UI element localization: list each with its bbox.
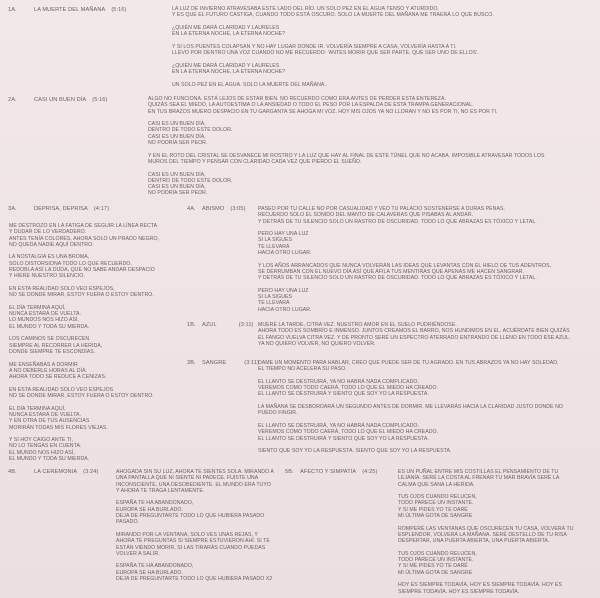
lyrics-block (172, 6, 592, 88)
lyric-paragraph: Y LOS AÑOS ARRANCADOS QUE NUNCA VOLVERÁN LAS IDEAS QUE LEVANTAS CON EL HIELO DE TUS ADENTROS, SE DERRUMBAN CON EL NUEVO DÍA ASÍ QUE AFILA TUS MENTIRAS QUE APENAS ME HACEN SANGRAR. Y DETRÁS DE TU SILENCIO SOLO UN RASTRO DE OSCURIDAD. TODO LO QUE ABRAZAS ES TÓXICO Y LETAL. (258, 262, 552, 282)
track-number: 5B. (285, 469, 294, 475)
track-title (285, 469, 377, 476)
lyric-paragraph: HOY ES SIEMPRE TODAVÍA, HOY ES SIEMPRE TODAVÍA. HOY ES SIEMPRE TODAVÍA. HOY ES SIEMPRE TODAVÍA. (398, 582, 562, 595)
lyrics-block (398, 469, 594, 595)
lyric-paragraph: ALGO NO FUNCIONA. ESTÁ LEJOS DE ESTAR BIEN. NO RECUERDO COMO ERA ANTES DE PERDER ESTA ENTEREZA. QUIZÁS SEA EL MIEDO, LA AUTOESTIMA O LA ANSIEDAD O TODO EL PESO POR LA ESPALDA DE ESTA TRAMPA GENERACIONAL. EN TUS BRAZOS MUERO DESPACIO EN TU GARGANTA SE AHOGA MI VOZ. HOY MIS OJOS YA NO LLORAN Y NO ES POR TI, NO ES POR TI. (148, 96, 498, 115)
lyric-paragraph: PERO HAY UNA LUZ SI LA SIGUES TE LLEVARÁ HACIA OTRO LUGAR. (258, 287, 312, 313)
lyric-paragraph: Y SI LOS PUENTES COLAPSAN Y NO HAY LUGAR DONDE IR. VOLVERÍA SIEMPRE A CASA, VOLVERÍA HASTA A TI. LLEVO POR DENTRO UNA VOZ CUANDO NO ME RECUERDO: 'ANTES MORIR QUE SER PARTE, QUE SER UNO DE ELLOS'. (172, 43, 479, 57)
track-name: AFECTO Y SIMPATÍA (300, 469, 357, 475)
track-title (187, 206, 246, 213)
lyrics-block (9, 223, 187, 462)
lyric-paragraph: ¿QUIÉN ME DARÁ CLARIDAD Y LAURELES EN LA ETERNA NOCHE, LA ETERNA NOCHE? (172, 24, 286, 38)
lyric-paragraph: ROMPERÉ LAS VENTANAS QUE OSCURECEN TU CASA, VOLVERÁ TU ESPLENDOR, VOLVERÁ LA MAÑANA. SERÉ DESTELLO DE TU RISA DESPERTAR, UNA PUERTA ABIERTA, UNA PUERTA ABIERTA. (398, 525, 574, 545)
lyric-paragraph: EL LLANTO SE DESTRUIRÁ, YA NO HABRÁ NADA COMPLICADO. VEREMOS COMO TODO CAERÁ, TODO LO QUE EL MIEDO HA CREADO. EL LLANTO SE DESTRUIRÁ Y SIENTO QUE SOY YO LA RESPUESTA. (258, 378, 439, 398)
track-time: (3:11) (238, 322, 254, 328)
track-name: ABISMO (202, 206, 225, 212)
lyric-paragraph: ME ENSEÑABAS A DORMIR A NO DEBERLE HORAS AL DÍA. AHORA TODO SE REDUCE A CENIZAS. (9, 361, 107, 381)
track-time: (3:05) (230, 206, 246, 212)
lyrics-block (258, 322, 594, 347)
track-title (8, 97, 107, 104)
lyric-paragraph: Y EN EL ROTO DEL CRISTAL SE DESVANECE MI ROSTRO Y LA LUZ QUE HAY AL FINAL DE ESTE TÚNEL QUE NO ACABA. IMPOSIBLE ATRAVESAR TODOS LOS MUROS DEL TIEMPO Y PENSAR CON CLARIDAD CADA VEZ QUE PIERDO EL SUEÑO. (148, 152, 545, 165)
lyric-paragraph: EL LLANTO SE DESTRUIRÁ, YA NO HABRÁ NADA COMPLICADO. VEREMOS COMO TODO CAERÁ, TODO LO QUE EL MIEDO HA CREADO. EL LLANTO SE DESTRUIRÁ Y SIENTO QUE SOY YO LA RESPUESTA. (258, 422, 439, 442)
lyric-paragraph: EL DÍA TERMINA AQUÍ, NUNCA ESTARÁ DE VUELTA. Y EN OTRA DE TUS AUSENCIAS MORIRÁN TODAS MIS FLORES VIEJAS. (9, 405, 108, 431)
lyric-paragraph: MIRANDO POR LA VENTANA, SOLO VES UNAS REJAS, Y AHORA TE PREGUNTAS SI SIEMPRE ESTUVIERON AHÍ. SI TE ESTÁN VIENDO MORIR, SI LAS TIRARÁS CUANDO PUEDAS VOLVER A SALIR. (116, 531, 270, 557)
lyric-paragraph: MUERE LA TARDE, CITRA VEZ. NUESTRO AMOR EN EL SUELO PUDRIÉNDOSE. AHORA TODO ES SOMBRÍO E INMENSO. JUNTOS CREAMOS EL BARRO, NOS HUNDIMOS EN EL. ACUÉRDATE BIEN QUIZÁS EL FANGO VUELVA CITRA VEZ. Y DE PRONTO SERÉ UN ESPECTRO ATERRADO ENTRANDO DE LLENO EN TODO ESE AZUL. YA NO QUIERO VOLVER, NO QUIERO VOLVER. (258, 322, 571, 347)
lyric-paragraph: EN ESTA REALIDAD SOLO VEO ESPEJOS NO SE DONDE MIRAR, ESTOY FUERA O ESTOY DENTRO. (9, 386, 154, 400)
track-title (187, 360, 259, 367)
track-number: 4A. (187, 206, 196, 212)
lyrics-block (116, 469, 288, 582)
lyric-paragraph: TUS OJOS CUANDO RELUCEN, TODO PARECE UN INSTANTE. Y SI ME PIDES YO TE DARÉ MI ÚLTIMA GOTA DE SANGRE (398, 550, 477, 576)
lyric-paragraph: CASI ES UN BUEN DÍA, DENTRO DE TODO ESTE DOLOR. CASI ES UN BUEN DÍA, NO PODRÍA SER PEOR. (148, 121, 233, 147)
track-name: LA CEREMONIA (34, 469, 78, 475)
track-time: (3:24) (83, 469, 99, 475)
track-number: 3A. (8, 206, 17, 212)
lyric-paragraph: ¿QUIÉN ME DARÁ CLARIDAD Y LAURELES EN LA ETERNA NOCHE, LA ETERNA NOCHE? (172, 62, 286, 75)
track-number: 1B. (187, 322, 196, 328)
lyric-paragraph: SIENTO QUE SOY YO LA RESPUESTA. SIENTO QUE SOY YO LA RESPUESTA. (258, 448, 452, 455)
lyrics-block (258, 206, 594, 313)
lyric-paragraph: ES UN PUÑAL ENTRE MIS COSTILLAS EL PENSAMIENTO DE TU LEJANÍA. SERÉ LA COSTA AL FRENAR TU MAR BRAVÍA SERÉ LA CALMA QUE SANA LA HERIDA. (398, 469, 560, 488)
track-name: LA MUERTE DEL MAÑANA (34, 7, 106, 13)
track-title (8, 469, 98, 476)
lyric-paragraph: Y SI HOY CAIGO ANTE TI, NO LO TENGAS EN CUENTA. EL MUNDO NOS HIZO ASÍ, EL MUNDO Y TODA SU MIERDA. (9, 437, 90, 462)
track-time: (3:11) (244, 360, 260, 366)
track-number: 1A. (8, 7, 17, 13)
track-time: (4:17) (93, 206, 110, 212)
lyric-paragraph: ESPAÑA TE HA ABANDONADO, EUROPA SE HA BURLADO. DEJA DE PREGUNTARTE TODO LO QUE HUBIERA PASADO PASADO. (116, 500, 265, 526)
lyric-paragraph: DAME UN MOMENTO PARA HABLAR, CREO QUE PUEDE SER DE TU AGRADO. EN TUS ABRAZOS YA NO HAY SOLEDAD, EL TIEMPO NO ACELERA SU PASO. (258, 360, 559, 373)
track-number: 4B. (8, 469, 17, 475)
track-number: 3B. (187, 360, 196, 366)
lyrics-block (258, 360, 594, 454)
lyric-paragraph: LA LUZ DE INVIERNO ATRAVESABA ESTE LADO DEL RÍO. UN SOLO PEZ EN EL AGUA TENSO Y ATURDIDO. Y ES QUE EL FUTURO CASTIGA, CUANDO TODO ESTÁ OSCURO. SOLO LA MUERTE DEL MAÑANA ME TRAERÁ LO QUE BUSCO. (172, 6, 494, 19)
lyric-paragraph: AHOGADA SIN SU LUZ, AHORA TE SIENTES SOLA. MIRANDO A UNA PANTALLA QUE NI SIENTE NI PADECE. FUISTE UNA INCONSCIENTE, UNA DESOBEDIENTE. EL MUNDO ERA TUYO Y AHORA TE TRAGA LENTAMENTE. (116, 469, 274, 494)
track-name: SANGRE (202, 360, 227, 366)
track-name: AZUL (202, 322, 217, 328)
track-time: (4:25) (362, 469, 378, 475)
lyrics-block (148, 96, 593, 197)
lyric-paragraph: ME DESTROZO EN LA FATIGA DE SEGUIR LA LÍNEA RECTA Y DUDAR DE LO VERDADERO. ANTES TENÍA COLORES, AHORA SOLO UN PRADO NEGRO, NO QUEDA NADIE AQUÍ DENTRO. (9, 223, 160, 248)
track-name: DEPRISA, DEPRISA (34, 206, 88, 212)
lyric-paragraph: PERO HAY UNA LUZ SI LA SIGUES TE LLEVARÁ HACIA OTRO LUGAR. (258, 231, 312, 257)
lyric-paragraph: UN SOLO PEZ EN EL AGUA. SOLO LA MUERTE DEL MAÑANA. (172, 81, 326, 88)
track-title (8, 206, 109, 213)
track-name: CASI UN BUEN DÍA (34, 97, 87, 103)
lyric-paragraph: LA MAÑANA SE DESBORDARÁ UN SEGUNDO ANTES DE DORMIR. ME LLEVARÁS HACIA LA CLARIDAD JUSTO DONDE NO PUEDO FINGIR. (258, 404, 563, 417)
track-time: (5:16) (111, 7, 127, 13)
lyric-paragraph: EN ESTA REALIDAD SOLO VEO ESPEJOS, NO SE DONDE MIRAR, ESTOY FUERA O ESTOY DENTRO. (9, 285, 154, 299)
lyric-paragraph: EL DÍA TERMINA AQUÍ, NUNCA ESTARÁ DE VUELTA. LO MUNDOS NOS HIZO ASÍ, EL MUNDO Y TODA SU MIERDA. (9, 304, 90, 330)
track-time: (5:16) (92, 97, 108, 103)
lyric-paragraph: PASEO POR TU CALLE NO POR CASUALIDAD Y VEO TU PALACIO SOSTENERSE A DURAS PENAS. RECUERDO SOLO EL SONIDO DEL MANTO DE CALAVERAS QUE PISABAS AL ANDAR. Y DETRÁS DE TU SILENCIO SOLO UN RASTRO DE OSCURIDAD. TODO LO QUE ABRAZAS ES TÓXICO Y LETAL. (258, 206, 537, 225)
lyric-paragraph: LA NOSTALGIA ES UNA BROMA, SOLO DISTORSIONA TODO LO QUE RECUERDO. REDOBLA ASÍ LA DUDA, QUE NO SABE ANDAR DESPACIO Y HIERE NUESTRO SILENCIO. (9, 254, 155, 280)
track-title (187, 322, 254, 329)
lyric-paragraph: CASI ES UN BUEN DÍA, DENTRO DE TODO ESTE DOLOR. CASI ES UN BUEN DÍA, NO PODRÍA SER PEOR. (148, 171, 233, 197)
track-number: 2A. (8, 97, 17, 103)
lyric-paragraph: LOS CAMINOS SE OSCURECEN SIEMPRE AL RECORRER LA HERIDA, DONDE SIEMPRE TE ESCONDÍAS. (9, 336, 103, 355)
track-title (8, 7, 127, 14)
lyric-paragraph: ESPAÑA TE HA ABANDONADO, EUROPA SE HA BURLADO. DEJA DE PREGUNTARTE TODO LO QUE HUBIERA PASADO X2 (116, 563, 273, 583)
lyric-paragraph: TUS OJOS CUANDO RELUCEN, TODO PARECE UN INSTANTE. Y SI ME PIDES YO TE DARÉ MI ÚLTIMA GOTA DE SANGRE (398, 494, 477, 520)
